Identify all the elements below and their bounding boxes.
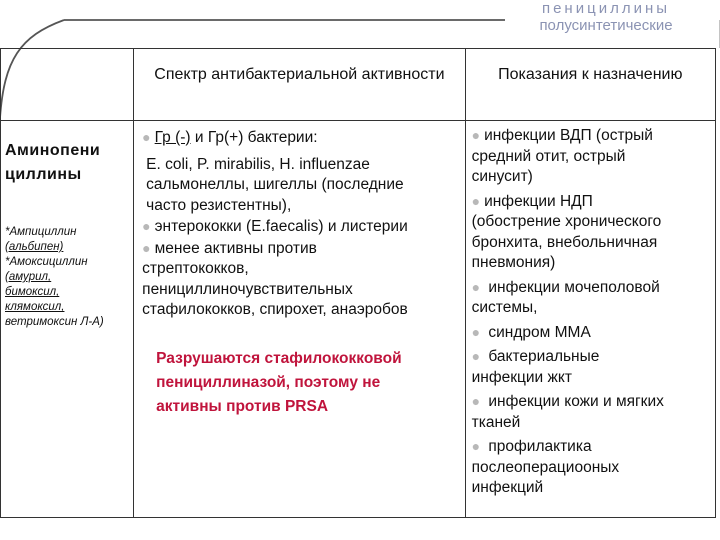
heading-line2: полусинтетические bbox=[539, 17, 673, 34]
spectrum-line-text: стрептококков, bbox=[142, 260, 249, 277]
warning-line: активны против PRSA bbox=[156, 397, 329, 415]
indication-line bbox=[472, 167, 711, 188]
indication-text: (обострение хронического bbox=[471, 213, 662, 230]
indication-item bbox=[472, 125, 711, 188]
indication-line bbox=[472, 212, 711, 233]
indication-line bbox=[472, 391, 711, 413]
indications-header: Показания к назначению bbox=[465, 49, 715, 121]
spectrum-cell bbox=[134, 121, 465, 518]
indication-line bbox=[472, 322, 711, 344]
aminopenicillins-row bbox=[1, 121, 716, 518]
gram-pos-label: и Гр(+) бактерии: bbox=[190, 129, 318, 146]
indication-text: инфекций bbox=[471, 479, 544, 496]
indication-line bbox=[472, 346, 711, 368]
indication-line bbox=[472, 253, 711, 274]
spectrum-line bbox=[142, 238, 458, 260]
bullet-icon: ● bbox=[471, 192, 481, 209]
empty-header-cell bbox=[1, 49, 134, 121]
penicillin-table bbox=[0, 48, 716, 518]
indication-item bbox=[472, 322, 711, 344]
spectrum-line-text: пенициллиночувствительных bbox=[142, 280, 353, 298]
indication-text: тканей bbox=[471, 413, 521, 431]
drug-item: *Ампициллин bbox=[5, 226, 77, 238]
indication-text: инфекции кожи и мягких bbox=[484, 393, 664, 410]
drug-item: *Амоксициллин bbox=[5, 256, 88, 268]
drug-item: ветримоксин Л-А) bbox=[5, 316, 104, 328]
indication-text: инфекции жкт bbox=[471, 368, 572, 386]
indication-text: профилактика bbox=[484, 438, 592, 455]
indication-text: инфекции ВДП (острый bbox=[484, 127, 653, 144]
spectrum-line: E. coli, P. mirabilis, H. influenzae bbox=[146, 155, 370, 173]
indication-item bbox=[472, 191, 711, 274]
indication-line bbox=[472, 125, 711, 147]
enterococci-text: энтерококки (E.faecalis) и листерии bbox=[154, 218, 408, 235]
indication-text: инфекции НДП bbox=[484, 192, 593, 210]
indication-text: синдром ММА bbox=[484, 323, 591, 341]
indication-line bbox=[472, 147, 711, 168]
bullet-icon: ● bbox=[471, 348, 481, 364]
warning-line: пенициллиназой, поэтому не bbox=[156, 373, 381, 391]
indication-text: инфекции мочеполовой bbox=[484, 278, 660, 296]
spectrum-bullet-1 bbox=[142, 127, 458, 149]
spectrum-line: часто резистентны), bbox=[146, 196, 292, 214]
indication-item bbox=[472, 346, 711, 388]
header-row bbox=[1, 49, 716, 121]
drug-item: (альбипен) bbox=[5, 241, 64, 253]
heading-line1: пенициллины bbox=[541, 0, 671, 17]
bullet-icon: ● bbox=[142, 218, 151, 234]
spectrum-line bbox=[142, 280, 458, 301]
bullet-icon: ● bbox=[142, 239, 151, 256]
bullet-icon: ● bbox=[471, 438, 481, 454]
bullet-icon: ● bbox=[471, 127, 481, 143]
indication-item bbox=[472, 277, 711, 319]
indication-line bbox=[472, 277, 711, 299]
spectrum-line bbox=[142, 259, 458, 280]
indication-item bbox=[472, 436, 711, 499]
group-name bbox=[5, 139, 133, 187]
indication-line bbox=[472, 413, 711, 434]
indication-text: системы, bbox=[471, 299, 538, 316]
indications-cell bbox=[465, 121, 715, 518]
drug-list bbox=[5, 225, 133, 330]
spectrum-line: сальмонеллы, шигеллы (последние bbox=[146, 176, 404, 193]
indication-text: синусит) bbox=[471, 168, 533, 185]
spectrum-organisms bbox=[146, 155, 458, 217]
indication-line bbox=[472, 436, 711, 458]
drug-item: бимоксил, bbox=[5, 286, 60, 298]
indication-line bbox=[472, 368, 711, 389]
spectrum-bullet-2 bbox=[142, 216, 458, 238]
indication-text: бактериальные bbox=[484, 348, 600, 365]
spectrum-line bbox=[142, 300, 458, 321]
group-name-line1: Аминопени bbox=[5, 142, 101, 159]
drug-item: клямоксил, bbox=[5, 301, 65, 313]
indication-text: пневмония) bbox=[471, 254, 556, 271]
bullet-icon: ● bbox=[471, 323, 481, 340]
drug-item: (амурил, bbox=[5, 271, 52, 283]
indication-text: послеоперациооных bbox=[471, 458, 620, 476]
spectrum-bullet-3 bbox=[142, 238, 458, 321]
spectrum-header: Спектр антибактериальной активности bbox=[134, 49, 465, 121]
indication-line bbox=[472, 298, 711, 319]
indication-line bbox=[472, 478, 711, 499]
indication-item bbox=[472, 391, 711, 433]
group-cell bbox=[1, 121, 134, 518]
indication-text: средний отит, острый bbox=[471, 147, 626, 165]
indication-line bbox=[472, 458, 711, 479]
bullet-icon: ● bbox=[142, 129, 151, 145]
indication-line bbox=[472, 191, 711, 213]
slide-heading bbox=[500, 0, 712, 34]
spectrum-line-text: стафилококков, спирохет, анаэробов bbox=[142, 301, 408, 318]
indication-text: бронхита, внебольничная bbox=[471, 233, 658, 251]
gram-neg-label: Гр (-) bbox=[154, 129, 191, 146]
warning-line: Разрушаются стафилококковой bbox=[156, 349, 402, 367]
group-name-line2: циллины bbox=[5, 166, 82, 183]
indication-line bbox=[472, 233, 711, 254]
penicillinase-warning bbox=[156, 347, 458, 419]
bullet-icon: ● bbox=[471, 278, 481, 295]
bullet-icon: ● bbox=[471, 393, 481, 409]
spectrum-line-text: менее активны против bbox=[154, 239, 317, 257]
